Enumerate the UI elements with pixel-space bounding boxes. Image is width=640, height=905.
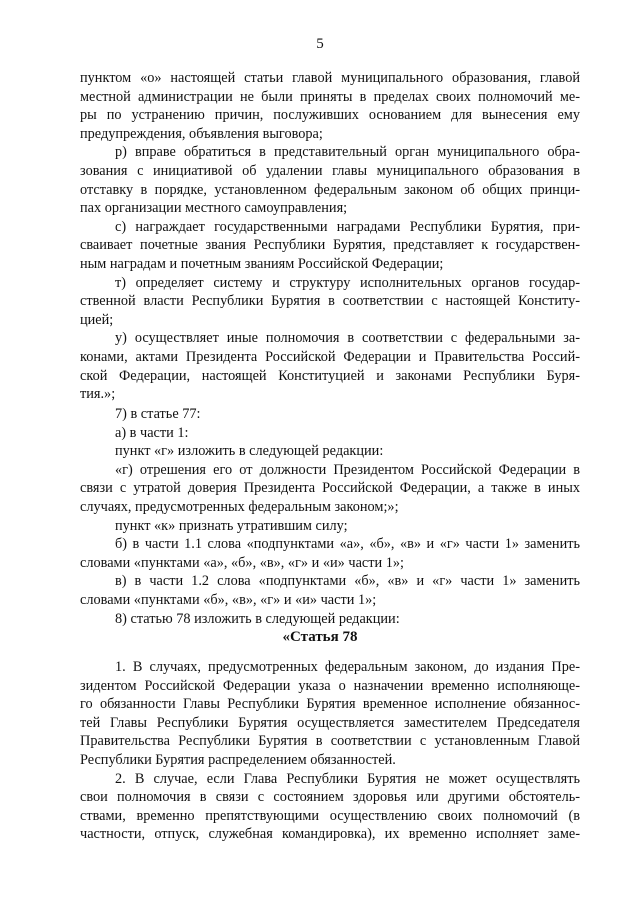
text-line: тей Главы Республики Бурятия осуществляется заместителем Председателя [80, 714, 580, 731]
article-heading: «Статья 78 [282, 629, 358, 645]
text-line: отставку в порядке, установленном федеральным законом об общих принци- [80, 181, 580, 198]
text-line: «г) отрешения его от должности Президентом Российской Федерации в [115, 461, 580, 478]
page-number: 5 [316, 36, 324, 52]
text-line: ственной власти Республики Бурятия в соответствии с настоящей Конститу- [80, 293, 580, 310]
text-line: зидентом Российской Федерации указа о назначении временно исполняюще- [80, 677, 580, 694]
text-line: с) награждает государственными наградами Республики Бурятия, при- [115, 218, 580, 235]
text-line: 2. В случае, если Глава Республики Бурятия не может осуществлять [115, 770, 580, 787]
text-line: 1. В случаях, предусмотренных федеральным законом, до издания Пре- [115, 659, 580, 675]
text-line: частности, отпуск, служебная командировка), их временно исполняет заме- [80, 826, 580, 843]
text-line: ным наградам и почетным званиям Российской Федерации; [80, 255, 444, 272]
text-line: свои полномочия в связи с состоянием здоровья или другими обстоятель- [80, 789, 580, 806]
text-line: пункт «г» изложить в следующей редакции: [115, 443, 384, 460]
text-line: ской Федерации, настоящей Конституцией и законами Республики Буря- [80, 367, 580, 384]
text-line: зования с инициативой об удалении главы муниципального образования в [80, 162, 580, 179]
text-line: Правительства Республики Бурятия в соответствии с установленным Главой [80, 733, 580, 750]
text-line: б) в части 1.1 слова «подпунктами «а», «б», «в» и «г» части 1» заменить [115, 536, 580, 553]
text-line: местной администрации не были приняты в пределах своих полномочий ме- [80, 88, 580, 105]
text-line: го обязанности Главы Республики Бурятия временное исполнение обязаннос- [80, 696, 580, 713]
text-line: у) осуществляет иные полномочия в соответствии с федеральными за- [115, 330, 580, 347]
text-line: а) в части 1: [115, 424, 189, 441]
text-line: тия.»; [80, 386, 116, 403]
text-line: 7) в статье 77: [115, 406, 201, 422]
text-line: пункт «к» признать утратившим силу; [115, 517, 348, 534]
text-line: ры по устранению причин, послуживших основанием для вынесения ему [80, 107, 580, 124]
text-block-article-78 [80, 658, 580, 844]
text-line: предупреждения, объявления выговора; [80, 125, 323, 142]
text-line: ствами, временно препятствующими осуществлению своих полномочий (в [80, 807, 580, 824]
text-line: 8) статью 78 изложить в следующей редакции: [115, 610, 400, 627]
text-block-amendments [80, 405, 580, 628]
text-line: пах организации местного самоуправления; [80, 200, 348, 217]
text-line: сваивает почетные звания Республики Бурятия, представляет к государствен- [80, 237, 580, 254]
text-line: цией; [80, 311, 114, 328]
text-line: р) вправе обратиться в представительный орган муниципального обра- [115, 144, 580, 161]
text-line: словами «пунктами «а», «б», «в», «г» и «и» части 1»; [80, 554, 405, 571]
text-line: конами, актами Президента Российской Федерации и Правительства Россий- [80, 348, 580, 365]
text-line: словами «пунктами «б», «в», «г» и «и» части 1»; [80, 591, 377, 608]
text-line: пунктом «о» настоящей статьи главой муниципального образования, главой [80, 70, 580, 86]
text-line: связи с утратой доверия Президента Российской Федерации, а также в иных [80, 480, 580, 497]
text-block-previous-article [80, 69, 580, 404]
text-line: Республики Бурятия распределением обязанностей. [80, 751, 396, 768]
text-line: в) в части 1.2 слова «подпунктами «б», «в» и «г» части 1» заменить [115, 573, 580, 590]
text-line: случаях, предусмотренных федеральным законом;»; [80, 498, 399, 515]
text-line: т) определяет систему и структуру исполнительных органов государ- [115, 274, 580, 291]
